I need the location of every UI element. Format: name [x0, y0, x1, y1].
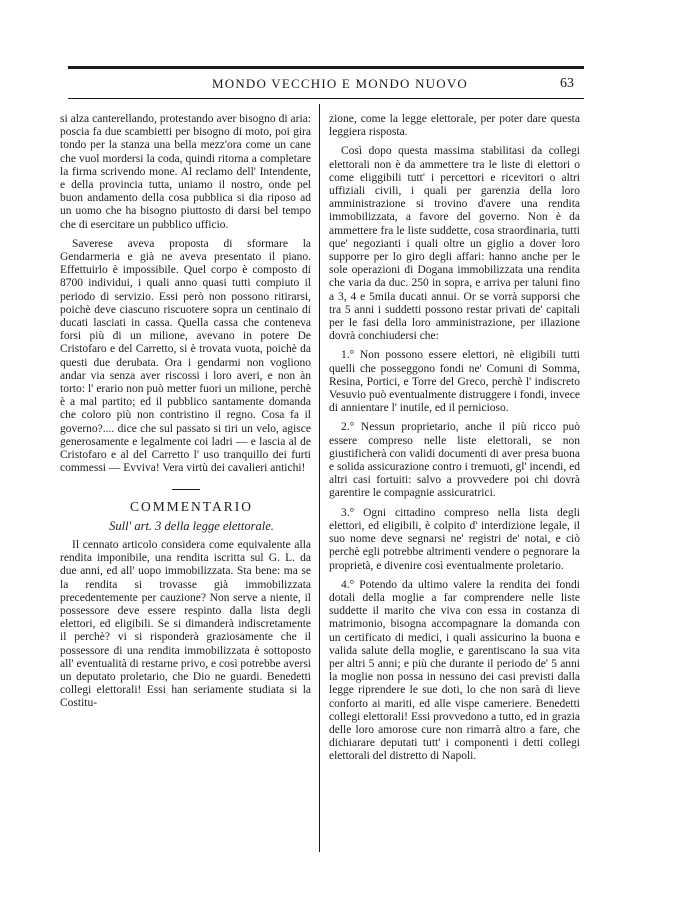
- page-number: 63: [560, 76, 574, 91]
- numbered-paragraph: 4.° Potendo da ultimo valere la rendita dei fondi dotali della moglie a far comprendere nelle liste suddette il marito che viva con essa in costanza di matrimonio, bisogna accompagnare la domanda con un certificato di medici, i quali assicurino la buona e valida salute della moglie, e garentiscano la sua vita per altri 5 anni; e più che durante il periodo de' 5 anni la moglie non possa in nessuno dei casi previsti dalla legge riprendere le sue doti, lo che non sarà di lieve conforto ai mariti, ed alle vispe cameriere. Benedetti collegi elettorali! Essi provvedono a tutto, ed in grazia delle loro amorose cure non rimarrà altro a fare, che dichiarare deputati tutt' i componenti i detti collegi elettorali del distretto di Napoli.: [329, 578, 580, 763]
- header-rule-thin: [68, 98, 584, 99]
- left-column: [60, 113, 311, 711]
- section-subtitle: Sull' art. 3 della legge elettorale.: [109, 518, 274, 533]
- running-title: MONDO VECCHIO E MONDO NUOVO: [211, 76, 469, 91]
- paragraph: Il cennato articolo considera come equivalente alla rendita imponibile, una rendita iscritta sul G. L. da due anni, ed all' uopo immobilizzata. Sta bene: ma se la rendita si trovasse già immobilizzata precedentemente per cauzione? Non serve a niente, il possessore deve essere respinto dalla lista degli elettori, ed eligibili. Se si dimanderà indiscretamente il perchè? vi si risponderà graziosamente che il possessore di una rendita immobilizzata è sottoposto all' eventualità di restarne privo, e così potrebbe aversi un deputato proletario, che Dio ne guardi. Benedetti collegi elettorali! Essi han seriamente studiata si la Costitu-: [60, 538, 311, 710]
- right-column: [329, 113, 580, 764]
- section-title: COMMENTARIO: [130, 499, 253, 515]
- paragraph: Così dopo questa massima stabilitasi da collegi elettorali non è da ammettere tra le liste di elettori o come eliggibili tutt' i percettori e ricevitori o altri uffiziali civili, i quali per garenzia della loro amministrazione si trovino d'avere una rendita immobilizzata, a favore del governo. Non è da ammettere fra le liste suddette, cosa straordinaria, tutti que' negozianti i quali oltre un giglio a dover loro supporre per lo giro degli affari: hanno anche per le sole operazioni di Dogana immobilizzata una rendita che varia da duc. 250 in sopra, e arriva per taluni fino a 3, 4 e 5mila ducati annui. Or se vorrà supporsi che tra 5 anni i suddetti possono restar privati de' capitali per le fasi della loro amministrazione, per illazione dovrà conchiudersi che:: [329, 145, 580, 343]
- section-divider: [172, 489, 200, 490]
- column-rule: [319, 104, 320, 852]
- header-rule-thick: [68, 66, 584, 69]
- paragraph: si alza canterellando, protestando aver bisogno di aria: poscia fa due scambietti per bisogno di moto, poi gira tondo per la stanza una bella mezz'ora come un cane che vuol mordersi la coda, quindi ritorna a completare la firma scrivendo mone. Al reclamo dell' Intendente, e della provincia tutta, uniamo il nostro, onde pel buon andamento della cosa pubblica si dia riposo ad un uomo che ha bisogno piuttosto di darsi bel tempo che di esercitare un pubblico ufficio.: [60, 113, 311, 231]
- numbered-paragraph: 2.° Nessun proprietario, anche il più ricco può essere compreso nelle liste elettorali, se non giustificherà con validi documenti di aver presa buona e solida assicurazione contro i tremuoti, gl' incendi, ed altri casi fortuiti: salvo a provvedere poi chi dovrà garentire le compagnie assicuratrici.: [329, 421, 580, 500]
- numbered-paragraph: 1.° Non possono essere elettori, nè eligibili tutti quelli che posseggono fondi ne' Comuni di Somma, Resina, Portici, e Torre del Greco, perchè l' indiscreto Vesuvio può eventualmente distruggere i fondi, invece di annientare l' inutile, ed il pernicioso.: [329, 349, 580, 415]
- numbered-paragraph: 3.° Ogni cittadino compreso nella lista degli elettori, ed eligibili, è colpito d' interdizione legale, il suo nome deve segnarsi ne' registri de' notai, e ciò perchè egli potrebbe altrimenti vendere o pegnorare la proprietà, e divenire così eventualmente proletario.: [329, 506, 580, 572]
- paragraph: zione, come la legge elettorale, per poter dare questa leggiera risposta.: [329, 113, 580, 139]
- paragraph: Saverese aveva proposta di sformare la Gendarmeria e già ne aveva presentato il piano. Effettuirlo è impossibile. Quel corpo è composto di 8700 individui, i quali anno quasi tutti compiuto il periodo di servizio. Essi però non possono ritirarsi, poichè deve ciascuno riscuotere sopra un centinaio di ducati lasciati in cassa. Quella cassa che conteneva forsi più di un milione, avevano in potere De Cristofaro e del Carretto, si è trovata vuota, poichè da questi due derubata. Ora i gendarmi non vogliono andar via senza aver riscossi i loro averi, e non àn torto: l' erario non può metter fuori un milione, perchè è a mal partito; ed il pubblico santamente domanda che coloro più non contristino il regno. Cosa fa il governo?.... dice che sul passato si tiri un velo, agisce generosamente e legalmente coi ladri — e lascia al de Cristofaro e al del Carretto l' uso tranquillo dei furti commessi — Evviva! Vera virtù dei cavalieri antichi!: [60, 237, 311, 475]
